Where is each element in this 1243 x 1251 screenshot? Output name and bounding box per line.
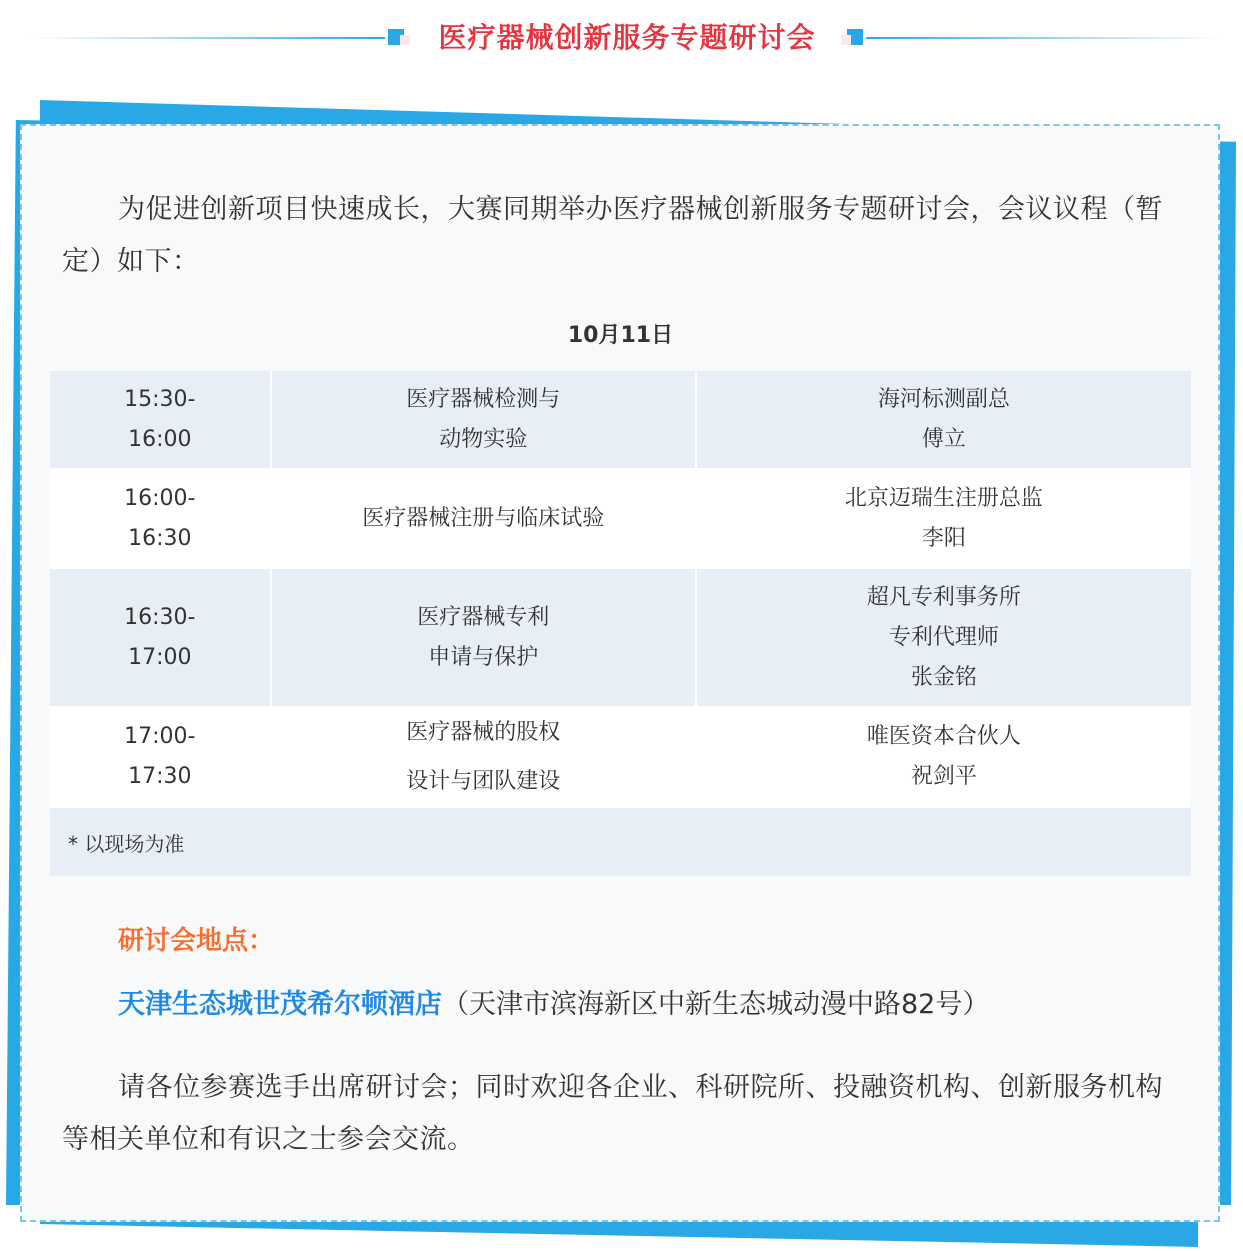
intro-paragraph: 为促进创新项目快速成长，大赛同期举办医疗器械创新服务专题研讨会，会议议程（暂定）如下： (62, 194, 1163, 277)
topic-cell (270, 569, 695, 706)
time-start: 15:30- (124, 386, 196, 412)
table-row (50, 371, 1191, 468)
speaker-line: 海河标测副总 (877, 386, 1010, 412)
venue-name: 天津生态城世茂希尔顿酒店 (118, 989, 442, 1020)
schedule-table (50, 371, 1191, 876)
speaker-cell (695, 468, 1191, 569)
speaker-cell (695, 371, 1191, 468)
venue-address: （天津市滨海新区中新生态城动漫中路82号） (442, 989, 990, 1020)
time-start: 17:00- (124, 724, 196, 749)
speaker-line: 北京迈瑞生注册总监 (844, 485, 1043, 511)
table-row (50, 706, 1191, 808)
speaker-line: 祝剑平 (910, 764, 977, 789)
speaker-line: 傅立 (921, 426, 966, 452)
topic-line: 医疗器械专利 (417, 604, 550, 630)
time-start: 16:00- (124, 485, 196, 511)
venue-label: 研讨会地点： (118, 926, 275, 956)
time-cell (50, 569, 270, 706)
title-square-icon (847, 29, 863, 45)
topic-line: 设计与团队建设 (406, 769, 561, 794)
venue-line (118, 984, 1198, 1026)
page-title: 医疗器械创新服务专题研讨会 (438, 21, 816, 54)
time-cell (50, 371, 270, 468)
time-cell (50, 468, 270, 569)
time-end: 17:00 (128, 644, 192, 670)
topic-cell (270, 706, 695, 808)
time-cell (50, 706, 270, 808)
topic-line: 申请与保护 (428, 644, 539, 670)
title-square-icon (388, 29, 404, 45)
speaker-line: 张金铭 (910, 664, 977, 690)
topic-line: 医疗器械注册与临床试验 (362, 505, 605, 531)
topic-line: 医疗器械的股权 (406, 720, 561, 745)
topic-cell (270, 468, 695, 569)
speaker-line: 李阳 (921, 525, 966, 551)
table-row (50, 569, 1191, 706)
time-end: 16:30 (128, 525, 192, 551)
speaker-line: 唯医资本合伙人 (866, 724, 1021, 749)
time-end: 16:00 (128, 426, 192, 452)
schedule-date: 10月11日 (567, 323, 674, 348)
topic-line: 医疗器械检测与 (406, 386, 561, 412)
title-divider-left (28, 37, 385, 39)
title-divider-right (866, 37, 1222, 39)
topic-cell (270, 371, 695, 468)
time-end: 17:30 (128, 764, 192, 789)
speaker-line: 超凡专利事务所 (866, 584, 1021, 610)
topic-line: 动物实验 (439, 426, 528, 452)
speaker-line: 专利代理师 (888, 624, 999, 650)
invitation-paragraph: 请各位参赛选手出席研讨会；同时欢迎各企业、科研院所、投融资机构、创新服务机构等相关单位和有识之士参会交流。 (62, 1072, 1163, 1155)
table-row (50, 468, 1191, 569)
schedule-note: * 以现场为准 (50, 808, 1191, 876)
time-start: 16:30- (124, 604, 196, 630)
speaker-cell (695, 569, 1191, 706)
speaker-cell (695, 706, 1191, 808)
